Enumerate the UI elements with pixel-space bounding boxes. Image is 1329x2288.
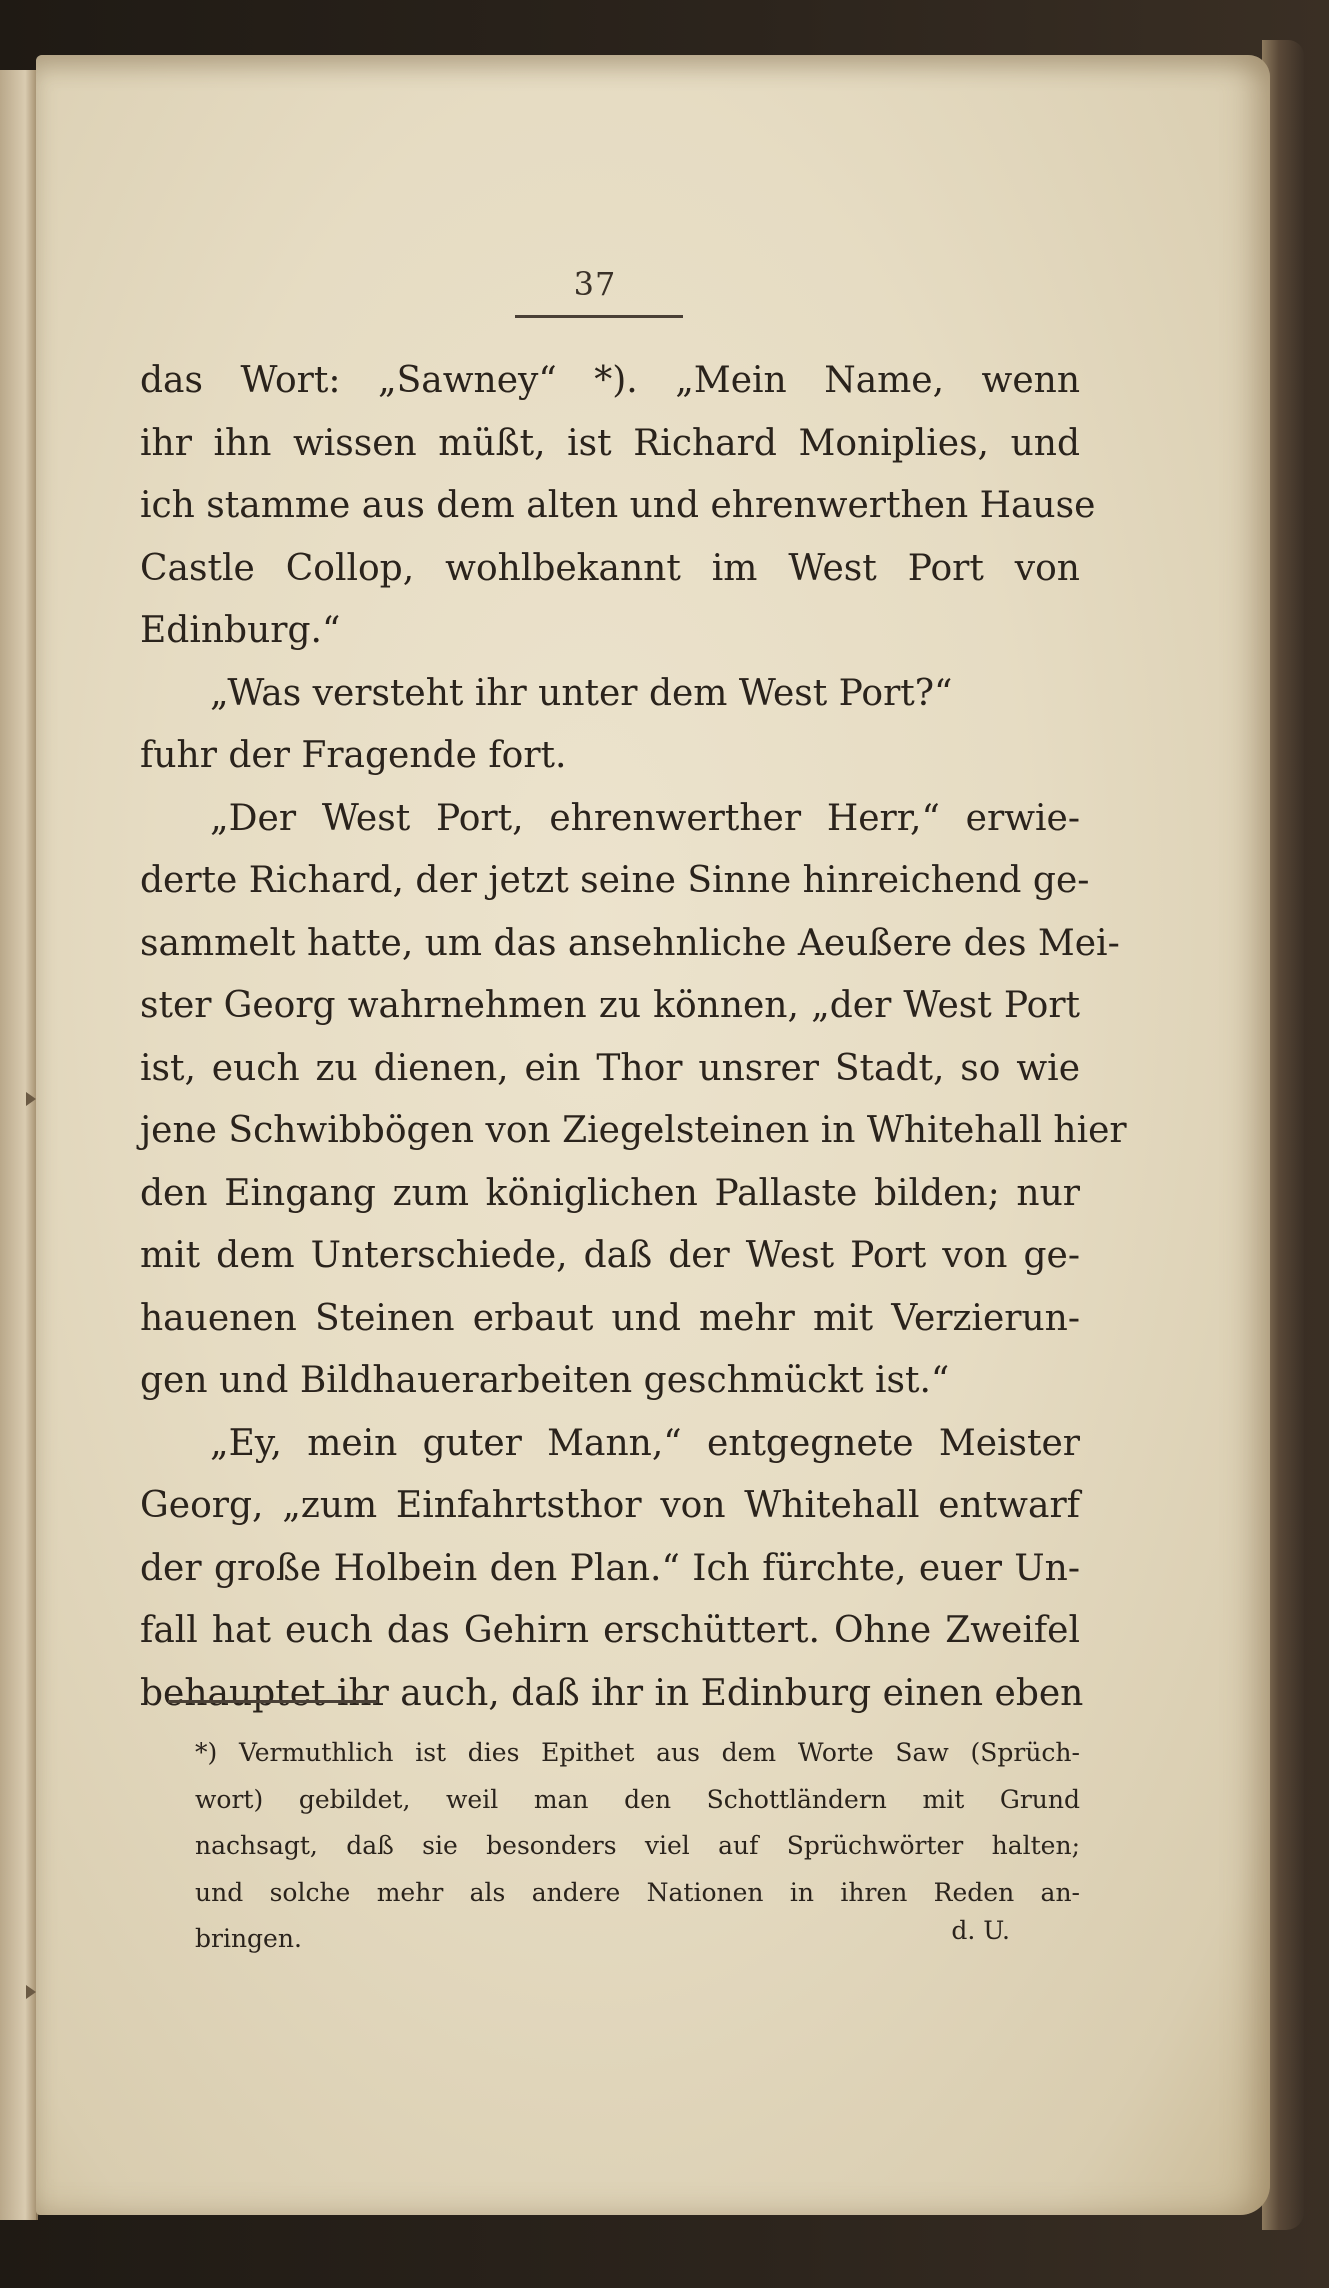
text-line: Castle Collop, wohlbekannt im West Port von	[140, 547, 1080, 589]
footnote-line: *) Vermuthlich ist dies Epithet aus dem Worte Saw (Sprüch-	[195, 1738, 1080, 1767]
text-line: ist, euch zu dienen, ein Thor unsrer Stadt, so wie	[140, 1047, 1080, 1089]
footnote-last-line	[195, 1916, 1080, 1963]
text-line: der große Holbein den Plan.“ Ich fürchte, euer Un-	[140, 1547, 1080, 1589]
text-line: jene Schwibbögen von Ziegelsteinen in Whitehall hier	[140, 1110, 1127, 1151]
footnote-signature: d. U.	[951, 1916, 1010, 1945]
body-text	[140, 350, 1127, 1725]
text-line: ich stamme aus dem alten und ehrenwerthen Hause	[140, 485, 1096, 526]
text-line: Edinburg.“	[140, 610, 341, 651]
footnote-line: wort) gebildet, weil man den Schottländern mit Grund	[195, 1784, 1080, 1814]
text-line: gen und Bildhauerarbeiten geschmückt ist.“	[140, 1360, 950, 1401]
text-line: behauptet ihr auch, daß ihr in Edinburg einen eben	[140, 1672, 1084, 1714]
text-line: ihr ihn wissen müßt, ist Richard Moniplies, und	[140, 422, 1080, 464]
margin-mark	[26, 1985, 36, 1999]
text-line: „Der West Port, ehrenwerther Herr,“ erwie-	[210, 797, 1080, 839]
text-line: „Was versteht ihr unter dem West Port?“	[210, 672, 953, 714]
text-line: ster Georg wahrnehmen zu können, „der West Port	[140, 985, 1080, 1026]
text-line: sammelt hatte, um das ansehnliche Aeußere des Mei-	[140, 922, 1120, 964]
page-number: 37	[573, 265, 617, 303]
text-line: „Ey, mein guter Mann,“ entgegnete Meister	[210, 1422, 1080, 1464]
text-line: fuhr der Fragende fort.	[140, 735, 567, 776]
header-rule	[515, 315, 683, 318]
text-line: Georg, „zum Einfahrtsthor von Whitehall entwarf	[140, 1485, 1080, 1526]
text-line: mit dem Unterschiede, daß der West Port von ge-	[140, 1235, 1080, 1276]
footnote-line: nachsagt, daß sie besonders viel auf Sprüchwörter halten;	[195, 1831, 1080, 1860]
previous-page-edge	[0, 70, 38, 2220]
text-line: den Eingang zum königlichen Pallaste bilden; nur	[140, 1172, 1080, 1214]
text-line: hauenen Steinen erbaut und mehr mit Verzierun-	[140, 1297, 1080, 1339]
footnote-rule	[168, 1700, 378, 1703]
footnote-line: bringen.	[195, 1924, 302, 1953]
footnote	[195, 1730, 1080, 1963]
text-line: derte Richard, der jetzt seine Sinne hinreichend ge-	[140, 860, 1090, 901]
margin-mark	[26, 1092, 36, 1106]
footnote-line: und solche mehr als andere Nationen in ihren Reden an-	[195, 1877, 1080, 1907]
text-line: fall hat euch das Gehirn erschüttert. Ohne Zweifel	[140, 1610, 1080, 1651]
text-line: das Wort: „Sawney“ *). „Mein Name, wenn	[140, 360, 1080, 401]
